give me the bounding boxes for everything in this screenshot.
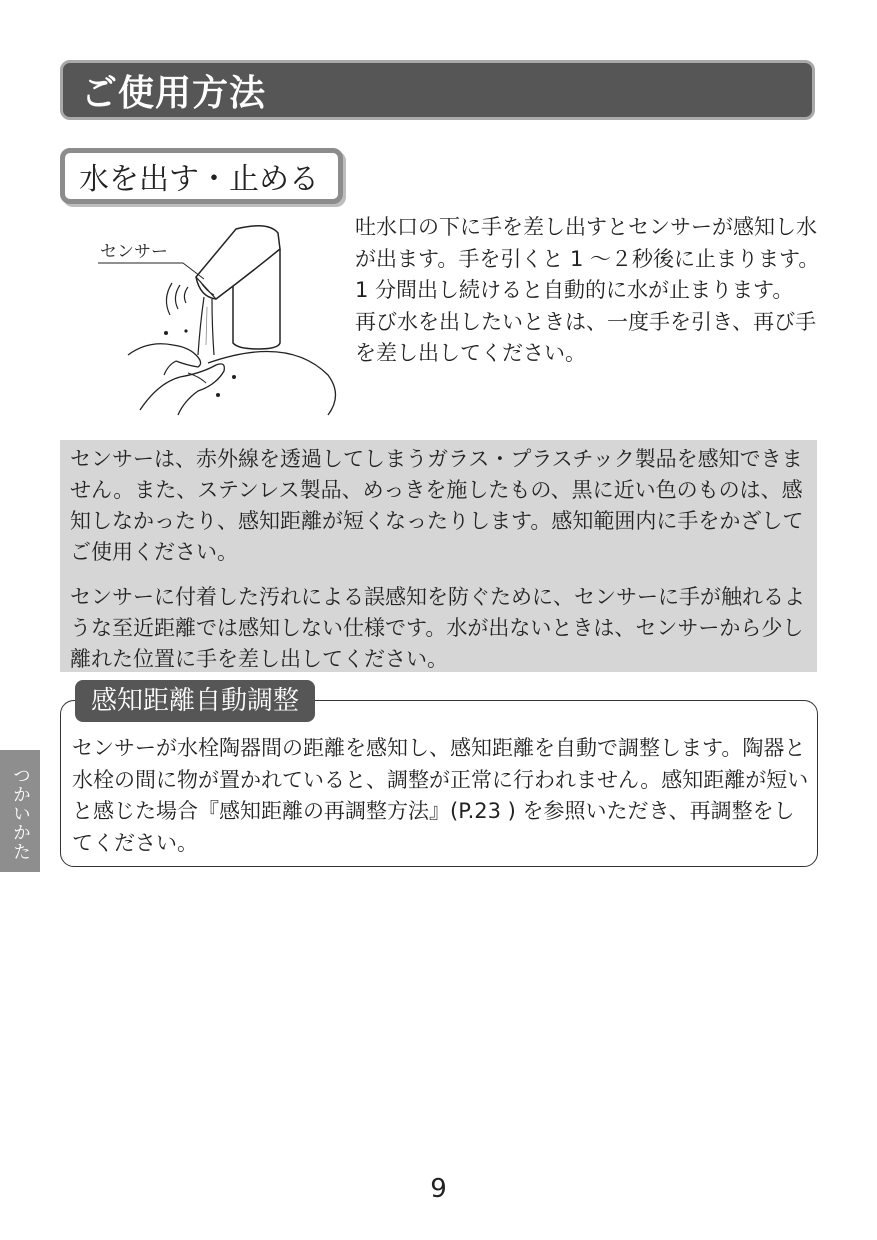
instruction-restart: 再び水を出したいときは、一度手を引き、再び手を差し出してください。 <box>355 309 817 365</box>
side-tab <box>0 750 40 872</box>
note-proximity: センサーに付着した汚れによる誤感知を防ぐために、センサーに手が触れるような至近距離では感知しない仕様です。水が出ないときは、センサーから少し離れた位置に手を差し出してください。 <box>70 585 805 671</box>
faucet-hands-drawing <box>88 215 348 425</box>
side-tab-label: つかいかた <box>10 766 31 861</box>
page-title: ご使用方法 <box>81 72 267 114</box>
note-materials: センサーは、赤外線を透過してしまうガラス・プラスチック製品を感知できません。また、ステンレス製品、めっきを施したもの、黒に近い色のものは、感知しなかったり、感知距離が短くなったりします。感知範囲内に手をかざしてご使用ください。 <box>70 447 804 564</box>
page-header <box>60 60 815 120</box>
instruction-start: 吐水口の下に手を差し出すとセンサーが感知し水が出ます。手を引くと 1 ～２秒後に止まります。 <box>355 215 820 271</box>
auto-adjust-text: センサーが水栓陶器間の距離を感知し、感知距離を自動で調整します。陶器と水栓の間に物が置かれていると、調整が正常に行われません。感知距離が短いと感じた場合『感知距離の再調整方法』(P.23 ) を参照いただき、再調整をしてください。 <box>72 736 809 855</box>
instruction-auto-stop: 1 分間出し続けると自動的に水が止まります。 <box>355 278 794 302</box>
sensor-label: センサー <box>100 242 168 262</box>
section-header <box>60 148 343 204</box>
faucet-illustration <box>88 215 348 425</box>
instructions <box>355 212 825 370</box>
page-number: 9 <box>430 1174 447 1204</box>
auto-adjust-title: 感知距離自動調整 <box>75 680 315 722</box>
sensor-notes <box>60 440 817 672</box>
section-title: 水を出す・止める <box>79 162 319 197</box>
